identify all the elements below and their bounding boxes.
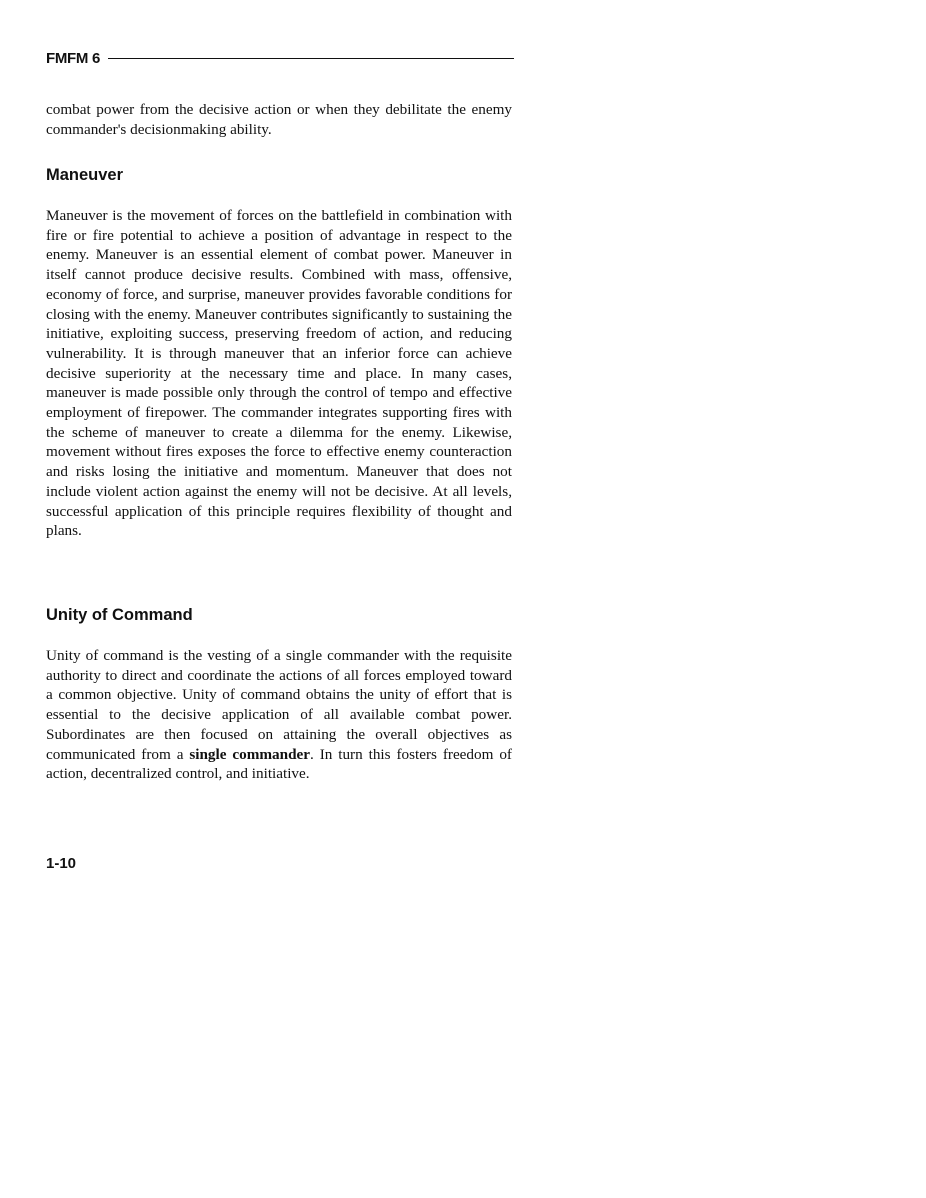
unity-of-command-heading: Unity of Command: [46, 606, 193, 624]
maneuver-heading: Maneuver: [46, 166, 124, 184]
manual-title: FMFM 6: [46, 49, 101, 67]
single-commander-emphasis: single commander: [189, 745, 310, 763]
intro-paragraph: combat power from the decisive action or when they debilitate the enemy commander's decisionmaking ability.: [46, 101, 512, 138]
maneuver-paragraph: Maneuver is the movement of forces on the battlefield in combination with fire or fire potential to achieve a position of advantage in respect to the enemy. Maneuver is an essential element of combat power. Maneuver in itself cannot produce decisive results. Combined with mass, offensive, economy of force, and surprise, maneuver provides favorable conditions for closing with the enemy. Maneuver contributes significantly to sustaining the initiative, exploiting success, preserving freedom of action, and reducing vulnerability. It is through maneuver that an inferior force can achieve decisive superiority at the necessary time and place. In many cases, maneuver is made possible only through the control of tempo and effective employment of firepower. The commander integrates supporting fires with the scheme of maneuver to create a dilemma for the enemy. Likewise, movement without fires exposes the force to effective enemy counteraction and risks losing the initiative and momentum. Maneuver that does not include violent action against the enemy will not be decisive. At all levels, successful application of this principle requires flexibility of thought and plans.: [46, 207, 512, 540]
unity-of-command-paragraph: [46, 646, 512, 784]
running-header: [46, 48, 514, 68]
page-number: 1-10: [46, 855, 77, 872]
header-rule: [108, 58, 514, 59]
unity-text-part-1: Unity of command is the vesting of a single commander with the requisite authority to direct and coordinate the actions of all forces employed toward a common objective. Unity of command obtains the unity of effort that is essential to the decisive application of all available combat power. Subordinates are then focused on attaining the overall objectives as communicated from a: [46, 647, 512, 763]
unity-text-part-2: . In turn this fosters freedom of action, decentralized control, and initiative.: [46, 745, 512, 783]
